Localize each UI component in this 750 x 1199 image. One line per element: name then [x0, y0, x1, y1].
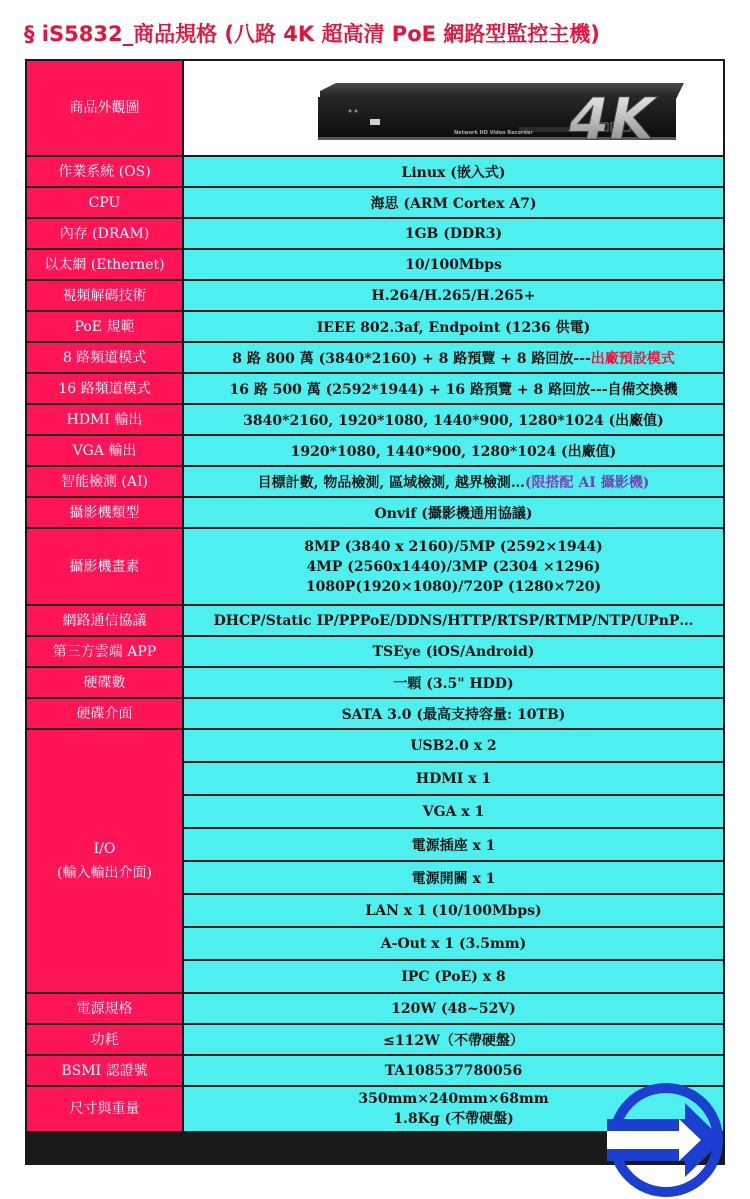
spec-label: 作業系統 (OS): [27, 157, 182, 186]
spec-label: 內存 (DRAM): [27, 219, 182, 248]
spec-value-text: 目標計數, 物品檢測, 區域檢測, 越界檢測…: [257, 474, 525, 491]
spec-value: [184, 498, 723, 527]
spec-row: [27, 157, 723, 186]
spec-label: 視頻解碼技術: [27, 281, 182, 310]
spec-value-text: 1GB (DDR3): [404, 225, 503, 242]
bsmi-certification-icon: [607, 1081, 725, 1199]
spec-value-text: TSEye (iOS/Android): [372, 643, 535, 660]
io-item: 電源插座 x 1: [184, 829, 723, 860]
spec-value: [184, 250, 723, 279]
spec-row: [27, 312, 723, 341]
spec-value: [184, 405, 723, 434]
spec-value-text: 8 路 800 萬 (3840*2160) + 8 路預覽 + 8 路回放---: [232, 350, 591, 367]
spec-value: [184, 606, 723, 635]
io-item: USB2.0 x 2: [184, 730, 723, 761]
product-image-row: [27, 61, 723, 155]
spec-label: CPU: [27, 188, 182, 217]
spec-value-text: SATA 3.0 (最高支持容量: 10TB): [341, 706, 566, 723]
spec-row: [27, 467, 723, 496]
spec-value: [184, 699, 723, 728]
product-image-label: 商品外觀圖: [27, 61, 182, 155]
spec-value: [184, 188, 723, 217]
spec-row: [27, 343, 723, 372]
spec-row: [27, 250, 723, 279]
spec-row: [27, 637, 723, 666]
spec-value-line: 1.8Kg (不帶硬盤): [393, 1111, 514, 1127]
spec-row: [27, 281, 723, 310]
spec-value-highlight: (限搭配 AI 攝影機): [524, 474, 650, 491]
spec-value: ≤112W（不帶硬盤）: [184, 1025, 723, 1054]
spec-value-line: 8MP (3840 x 2160)/5MP (2592×1944): [304, 538, 603, 555]
spec-value-text: Onvif (攝影機通用協議): [374, 505, 533, 522]
spec-value: [184, 312, 723, 341]
spec-value: [184, 157, 723, 186]
spec-label: 8 路頻道模式: [27, 343, 182, 372]
spec-value-highlight: 出廠預設模式: [590, 350, 675, 367]
io-item: LAN x 1 (10/100Mbps): [184, 895, 723, 926]
spec-value-text: 16 路 500 萬 (2592*1944) + 16 路預覽 + 8 路回放---自備交換機: [229, 381, 678, 398]
spec-value: [184, 343, 723, 372]
spec-label: 第三方雲端 APP: [27, 637, 182, 666]
spec-value: [184, 668, 723, 697]
product-image: [184, 61, 723, 155]
spec-value-line: 350mm×240mm×68mm: [358, 1091, 549, 1107]
spec-value: [184, 374, 723, 403]
spec-value-text: 1920*1080, 1440*900, 1280*1024 (出廠值): [290, 443, 617, 460]
spec-row: [27, 405, 723, 434]
spec-value: [184, 467, 723, 496]
spec-value: [184, 219, 723, 248]
spec-value-text: 3840*2160, 1920*1080, 1440*900, 1280*1024 (出廠值): [243, 412, 664, 429]
spec-label: HDMI 輸出: [27, 405, 182, 434]
spec-label: 硬碟介面: [27, 699, 182, 728]
spec-value: 120W (48~52V): [184, 994, 723, 1023]
spec-row: [27, 529, 723, 604]
spec-label: 16 路頻道模式: [27, 374, 182, 403]
spec-value-line: 4MP (2560x1440)/3MP (2304 ×1296): [306, 558, 601, 575]
4k-badge: 4K: [569, 85, 655, 153]
spec-label: VGA 輸出: [27, 436, 182, 465]
device-caption: Network HD Video Recorder: [454, 130, 533, 136]
spec-value-text: IEEE 802.3af, Endpoint (1236 供電): [316, 319, 591, 336]
spec-row: [27, 498, 723, 527]
spec-row: [27, 994, 723, 1023]
spec-value-text: H.264/H.265/H.265+: [371, 287, 536, 304]
spec-label: 功耗: [27, 1025, 182, 1054]
page-title: § iS5832_商品規格 (八路 4K 超高清 PoE 網路型監控主機): [24, 22, 600, 46]
spec-label: 攝影機類型: [27, 498, 182, 527]
spec-label: 電源規格: [27, 994, 182, 1023]
spec-table: [25, 59, 725, 1165]
io-item: A-Out x 1 (3.5mm): [184, 928, 723, 959]
spec-label: 智能檢測 (AI): [27, 467, 182, 496]
spec-value: TA108537780056: [184, 1056, 723, 1085]
spec-value: [184, 637, 723, 666]
spec-row: [27, 1025, 723, 1054]
spec-value-text: Linux (嵌入式): [401, 164, 506, 181]
spec-value-text: DHCP/Static IP/PPPoE/DDNS/HTTP/RTSP/RTMP/NTP/UPnP…: [213, 612, 694, 629]
io-label: I/O (輸入輸出介面): [27, 730, 182, 992]
spec-value-text: 10/100Mbps: [405, 256, 502, 273]
spec-label: 網路通信協議: [27, 606, 182, 635]
spec-label: 硬碟數: [27, 668, 182, 697]
io-item: 電源開關 x 1: [184, 862, 723, 893]
spec-value-text: 一顆 (3.5" HDD): [393, 675, 514, 692]
spec-row: [27, 219, 723, 248]
spec-value: [184, 436, 723, 465]
spec-value: [184, 281, 723, 310]
io-item: IPC (PoE) x 8: [184, 961, 723, 992]
spec-label: PoE 規範: [27, 312, 182, 341]
io-item: HDMI x 1: [184, 763, 723, 794]
spec-label: 攝影機畫素: [27, 529, 182, 604]
spec-label: 尺寸與重量: [27, 1087, 182, 1131]
nvr-device-illustration: [184, 61, 723, 155]
spec-label: BSMI 認證號: [27, 1056, 182, 1085]
spec-row: [27, 606, 723, 635]
io-item: VGA x 1: [184, 796, 723, 827]
spec-row: [27, 374, 723, 403]
spec-value-line: 1080P(1920×1080)/720P (1280×720): [305, 578, 602, 595]
spec-value: [184, 529, 723, 604]
spec-row: [27, 188, 723, 217]
spec-label: 以太網 (Ethernet): [27, 250, 182, 279]
spec-row: [27, 436, 723, 465]
spec-row: [27, 699, 723, 728]
spec-value-text: 海思 (ARM Cortex A7): [370, 195, 537, 212]
spec-row: [27, 668, 723, 697]
